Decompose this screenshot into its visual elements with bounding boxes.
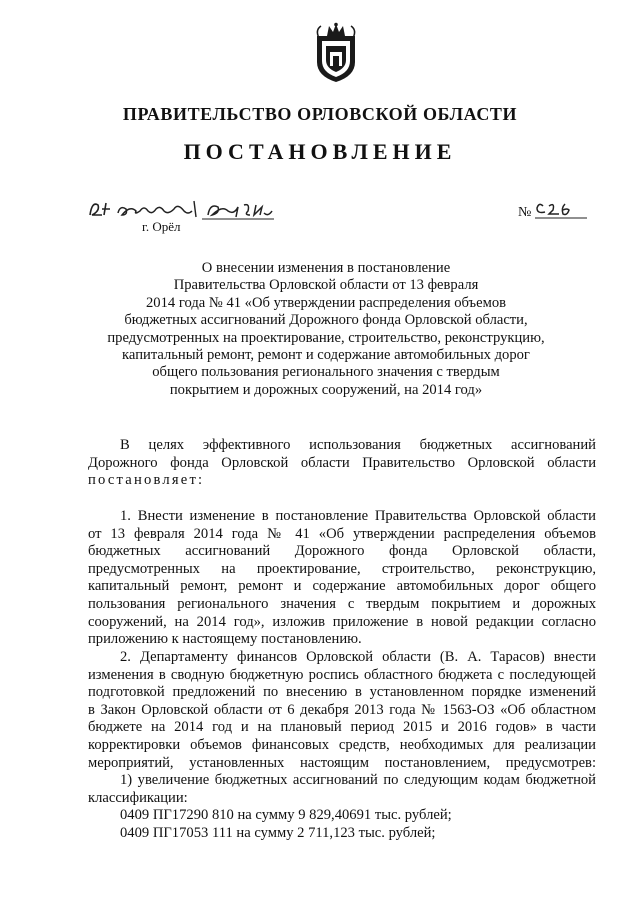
subject-line: Правительства Орловской области от 13 февраля [173, 277, 479, 294]
item-1-line: бюджетных ассигнований Дорожного фонда Орловской области, [88, 543, 596, 560]
item-1-line: приложению к настоящему постановлению. [88, 631, 362, 648]
item-1-line: капитальный ремонт, ремонт и содержание автомобильных дорог общего [88, 578, 596, 595]
preamble-line: Дорожного фонда Орловской области Правительство Орловской области [88, 454, 596, 471]
item-2-line: мероприятий, установленных настоящим постановлением, предусмотрев: [88, 754, 596, 771]
document-subject [80, 260, 572, 399]
item-1-line: предусмотренных на проектирование, строительство, реконструкцию, [88, 560, 596, 577]
preamble-line: В целях эффективного использования бюджетных ассигнований [120, 437, 596, 453]
budget-code-line: 0409 ПГ17290 810 на сумму 9 829,40691 тыс. рублей; [120, 807, 452, 824]
item-2-line: бюджете на 2014 год и на плановый период 2015 и 2016 годов» в части [88, 719, 596, 736]
subject-line: 2014 года № 41 «Об утверждении распределения объемов [145, 294, 507, 311]
subject-line: капитальный ремонт, ремонт и содержание автомобильных дорог [122, 347, 530, 364]
item-2-line: корректировки объемов финансовых средств, необходимых для реализации [88, 736, 596, 753]
item-2 [88, 649, 596, 843]
subject-line: покрытием и дорожных сооружений, на 2014 год» [169, 381, 483, 398]
government-name: ПРАВИТЕЛЬСТВО ОРЛОВСКОЙ ОБЛАСТИ [122, 104, 518, 124]
item-1-line: сооружений, на 2014 год», изложив приложение в новой редакции согласно [88, 613, 596, 630]
preamble-line: постановляет: [88, 472, 205, 489]
item-2-line: в Закон Орловской области от 6 декабря 2013 года № 1563-ОЗ «Об областном [88, 701, 596, 718]
document-type-title: ПОСТАНОВЛЕНИЕ [183, 139, 457, 164]
subject-line: общего пользования регионального значения с твердым [152, 364, 500, 381]
item-2-line: подготовкой предложений по внесению в установленном порядке изменений [88, 684, 596, 701]
item-1-line: 1. Внести изменение в постановление Правительства Орловской области [120, 508, 596, 524]
preamble [88, 437, 596, 490]
subject-line: бюджетных ассигнований Дорожного фонда Орловской области, [124, 312, 528, 329]
item-1-line: от 13 февраля 2014 года № 41 «Об утверждении распределения объемов [88, 525, 596, 542]
subject-line: О внесении изменения в постановление [201, 260, 451, 276]
subject-line: предусмотренных на проектирование, строительство, реконструкцию, [107, 329, 545, 346]
budget-code-line: 0409 ПГ17053 111 на сумму 2 711,123 тыс. рублей; [120, 824, 436, 841]
subitem-1-line: 1) увеличение бюджетных ассигнований по следующим кодам бюджетной [120, 772, 596, 789]
item-2-line: 2. Департаменту финансов Орловской области (В. А. Тарасов) внести [120, 649, 596, 665]
number-prefix: № [518, 205, 532, 220]
subitem-1-line: классификации: [88, 789, 188, 806]
coat-of-arms-emblem [313, 22, 359, 84]
handwritten-number [535, 198, 587, 222]
city-label: г. Орёл [142, 219, 181, 234]
item-1-line: пользования регионального значения с твердым покрытием и дорожных [88, 595, 596, 612]
item-2-line: изменения в сводную бюджетную роспись областного бюджета с последующей [88, 666, 596, 683]
item-1 [88, 508, 596, 649]
